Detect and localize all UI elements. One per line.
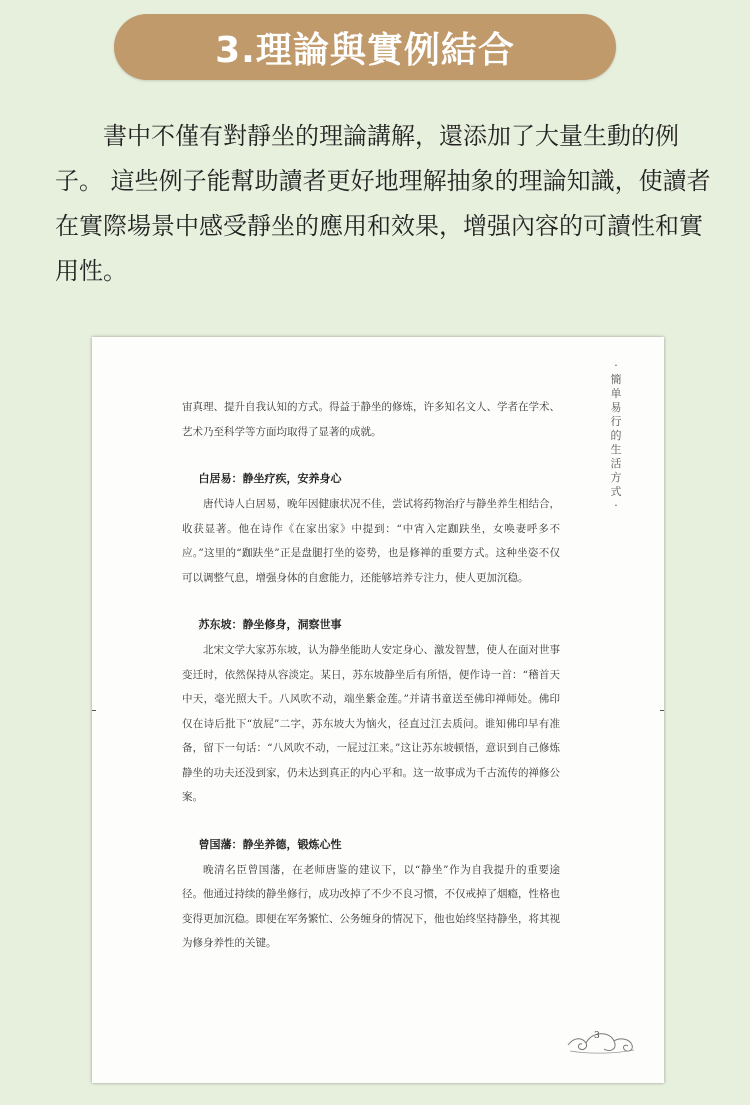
section-text-zeng-guofan: 晚清名臣曾国藩，在老师唐鉴的建议下，以“静坐”作为自我提升的重要途径。他通过持续的静坐修行，成功改掉了不少不良习惯，不仅戒掉了烟瘾，性格也变得更加沉稳。即便在军务繁忙、公务缠身的情况下，他也始终坚持静坐，将其视为修身养性的关键。: [182, 863, 560, 949]
page-number-ornament: [564, 1027, 638, 1057]
section-title-banner: [114, 14, 616, 80]
section-heading-su-dongpo: 苏东坡：静坐修身，洞察世事: [198, 618, 342, 631]
running-head-dot-bottom: ·: [614, 499, 618, 512]
cloud-swirl-icon: [564, 1027, 638, 1057]
section-text-su-dongpo: 北宋文学大家苏东坡，认为静坐能助人安定身心、激发智慧，使人在面对世事变迁时，依然保持从容淡定。某日，苏东坡静坐后有所悟，便作诗一首：“稽首天中天，毫光照大千。八风吹不动，端坐紫金莲。”并请书童送至佛印禅师处。佛印仅在诗后批下“放屁”二字，苏东坡大为恼火，径直过江去质问。谁知佛印早有准备，留下一句话：“八风吹不动，一屁过江来。”这让苏东坡顿悟，意识到自己修炼静坐的功夫还没到家，仍未达到真正的内心平和。这一故事成为千古流传的禅修公案。: [182, 644, 560, 803]
page-edge-mark-left: [92, 710, 96, 711]
section-text-bai-juyi: 唐代诗人白居易，晚年因健康状况不佳，尝试将药物治疗与静坐养生相结合，收获显著。他在诗作《在家出家》中提到：“中宵入定跏趺坐，女唤妻呼多不应。”这里的“跏趺坐”正是盘腿打坐的姿势，也是修禅的重要方式。这种坐姿不仅可以调整气息，增强身体的自愈能力，还能够培养专注力，使人更加沉稳。: [182, 498, 560, 584]
section-heading-zeng-guofan: 曾国藩：静坐养德，锻炼心性: [198, 837, 342, 851]
running-head-dot-top: ·: [614, 359, 618, 372]
page-edge-mark-right: [660, 710, 664, 711]
book-page-text: [182, 395, 560, 956]
section-heading-bai-juyi: 白居易：静坐疗疾，安养身心: [198, 472, 342, 485]
running-head-text: 簡单易行的生活方式: [610, 373, 622, 498]
intro-paragraph-block: [55, 114, 715, 294]
section-title: 3.理論與實例結合: [215, 29, 515, 71]
intro-paragraph: 書中不僅有對靜坐的理論講解，還添加了大量生動的例子。 這些例子能幫助讀者更好地理解抽象的理論知識，使讀者在實際場景中感受靜坐的應用和效果，增强內容的可讀性和實用性。: [55, 122, 711, 285]
opening-paragraph: 宙真理、提升自我认知的方式。得益于静坐的修炼，许多知名文人、学者在学术、艺术乃至科学等方面均取得了显著的成就。: [182, 401, 560, 438]
book-page-image: [92, 337, 664, 1083]
page-number: 3: [594, 1031, 600, 1041]
running-head: [608, 359, 624, 513]
